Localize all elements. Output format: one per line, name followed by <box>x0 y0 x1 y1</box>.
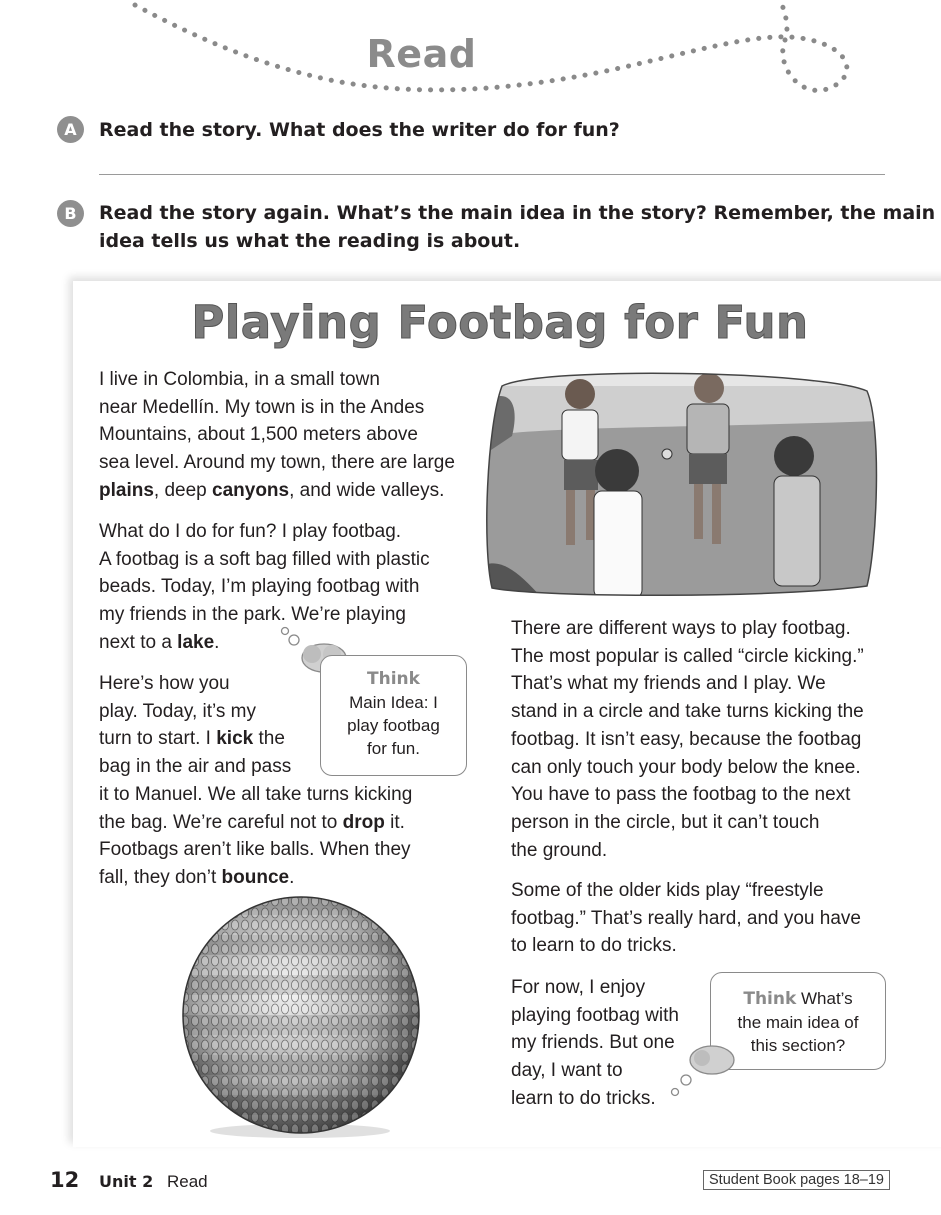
story-line: Mountains, about 1,500 meters above <box>99 424 418 446</box>
answer-line[interactable] <box>99 174 885 175</box>
vocab-word-plains: plains <box>99 479 154 501</box>
footer-unit: Unit 2 <box>99 1172 154 1191</box>
story-line: near Medellín. My town is in the Andes <box>99 396 425 418</box>
think-text: this section? <box>750 1036 846 1055</box>
story-line: footbag. It isn’t easy, because the footbag <box>511 728 862 750</box>
vocab-word-canyons: canyons <box>212 479 290 501</box>
vocab-word-bounce: bounce <box>221 866 290 888</box>
thought-bubble-tail-2 <box>666 1042 738 1098</box>
story-text: , deep <box>153 479 213 501</box>
story-text: . <box>289 866 295 888</box>
story-line: There are different ways to play footbag. <box>511 618 851 639</box>
vocab-word-kick: kick <box>216 728 254 750</box>
story-line: That’s what my friends and I play. We <box>511 673 826 695</box>
question-b-text-line2: idea tells us what the reading is about. <box>99 230 521 252</box>
vocab-word-drop: drop <box>342 811 385 833</box>
story-line: my friends in the park. We’re playing <box>99 604 406 626</box>
story-text: the bag. We’re careful not to <box>99 811 343 833</box>
story-title: Playing Footbag for Fun <box>191 296 809 349</box>
kids-playing-illustration <box>482 366 880 598</box>
think-text: What’s <box>796 989 853 1008</box>
footer-section: Read <box>167 1172 208 1191</box>
story-line: learn to do tricks. <box>511 1087 656 1109</box>
question-b-text-line1: Read the story again. What’s the main idea in the story? Remember, the main <box>99 202 936 224</box>
story-line: A footbag is a soft bag filled with plastic <box>99 548 430 570</box>
paragraph-5 <box>511 877 911 960</box>
story-text: . <box>214 631 220 653</box>
story-line: bag in the air and pass <box>99 756 292 778</box>
story-text: the <box>253 728 285 750</box>
story-line <box>99 864 479 892</box>
story-line: to learn to do tricks. <box>511 935 677 957</box>
think-label: Think <box>743 989 797 1009</box>
story-line: Here’s how you <box>99 673 230 694</box>
story-line: beads. Today, I’m playing footbag with <box>99 576 420 598</box>
think-label: Think <box>367 669 420 689</box>
paragraph-1 <box>99 366 479 505</box>
think-text: Main Idea: I <box>349 693 438 712</box>
story-line <box>99 477 479 505</box>
story-line: the ground. <box>511 839 608 861</box>
story-line: For now, I enjoy <box>511 977 646 998</box>
story-line: What do I do for fun? I play footbag. <box>99 521 402 542</box>
question-b-badge: B <box>57 200 84 227</box>
footbag-illustration <box>170 895 432 1140</box>
question-a-badge: A <box>57 116 84 143</box>
story-line: can only touch your body below the knee. <box>511 756 861 778</box>
student-book-reference: Student Book pages 18–19 <box>703 1170 890 1190</box>
story-line: my friends. But one <box>511 1032 675 1054</box>
story-line: play. Today, it’s my <box>99 700 256 722</box>
story-text: turn to start. I <box>99 728 217 750</box>
story-line: stand in a circle and take turns kicking the <box>511 701 864 723</box>
story-line: it to Manuel. We all take turns kicking <box>99 783 413 805</box>
story-line: playing footbag with <box>511 1004 679 1026</box>
think-text: play footbag <box>347 716 440 735</box>
story-line: I live in Colombia, in a small town <box>99 369 380 390</box>
vocab-word-lake: lake <box>177 631 215 653</box>
story-line: Footbags aren’t like balls. When they <box>99 839 411 861</box>
story-text: , and wide valleys. <box>289 479 445 501</box>
paragraph-4 <box>511 615 911 864</box>
question-a-text: Read the story. What does the writer do for fun? <box>99 119 620 141</box>
story-text: it. <box>384 811 405 833</box>
think-box-1 <box>320 655 467 776</box>
story-line: person in the circle, but it can’t touch <box>511 811 820 833</box>
story-line: sea level. Around my town, there are large <box>99 452 455 474</box>
story-line <box>99 809 479 837</box>
page-number: 12 <box>50 1168 80 1192</box>
story-line: day, I want to <box>511 1060 623 1082</box>
think-text: for fun. <box>367 739 420 758</box>
story-line: Some of the older kids play “freestyle <box>511 880 824 901</box>
story-text: fall, they don’t <box>99 866 222 888</box>
story-text: next to a <box>99 631 178 653</box>
story-line: footbag.” That’s really hard, and you have <box>511 907 861 929</box>
story-line: You have to pass the footbag to the next <box>511 784 851 806</box>
think-text: the main idea of <box>737 1013 859 1032</box>
section-title: Read <box>366 32 477 76</box>
story-line: The most popular is called “circle kicking.” <box>511 645 864 667</box>
